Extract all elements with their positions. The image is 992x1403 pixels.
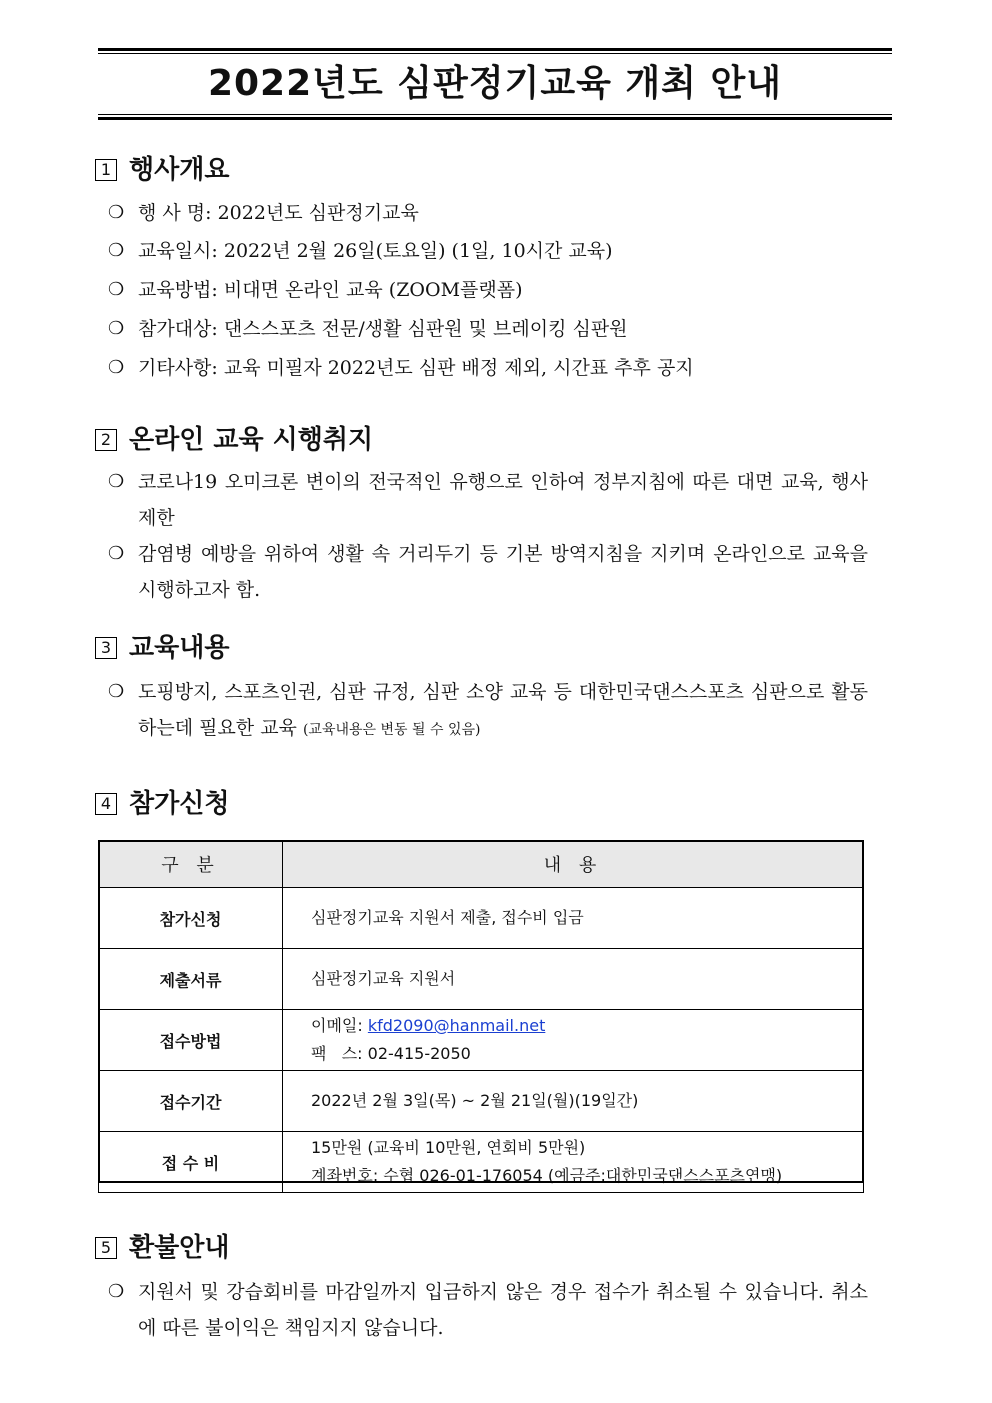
overview-item: ❍ 행 사 명: 2022년도 심판정기교육 <box>108 195 868 231</box>
section-title: 온라인 교육 시행취지 <box>129 425 374 455</box>
content-note: (교육내용은 변동 될 수 있음) <box>302 722 481 738</box>
bullet-circle-icon: ❍ <box>108 471 125 492</box>
row-value: 2022년 2월 3일(목) ~ 2월 21일(월)(19일간) <box>283 1071 864 1132</box>
bullet-circle-icon: ❍ <box>108 202 125 223</box>
content-item <box>108 674 868 748</box>
table-row <box>99 949 864 1010</box>
row-label: 접 수 비 <box>99 1132 283 1193</box>
section-title: 행사개요 <box>129 155 230 185</box>
table-header-row <box>99 841 864 888</box>
row-value <box>283 1132 864 1193</box>
section-title: 참가신청 <box>129 789 230 819</box>
table-header: 내 용 <box>283 841 864 888</box>
fee-line: 15만원 (교육비 10만원, 연회비 5만원) <box>311 1138 586 1157</box>
title-rule-bottom <box>98 117 892 120</box>
row-label: 참가신청 <box>99 888 283 949</box>
title-rule-bottom-thin <box>98 114 892 115</box>
bullet-circle-icon: ❍ <box>108 681 125 702</box>
bullet-circle-icon: ❍ <box>108 357 125 378</box>
account-line: 계좌번호: 수협 026-01-176054 (예금주:대한민국댄스스포츠연맹) <box>311 1166 783 1185</box>
section-number: 2 <box>95 429 117 451</box>
section-4-heading <box>95 788 229 820</box>
section-1-heading <box>95 154 229 186</box>
page-title: 2022년도 심판정기교육 개최 안내 <box>207 63 783 104</box>
refund-item: ❍ 지원서 및 강습회비를 마감일까지 입금하지 않은 경우 접수가 취소될 수 있습니다. 취소에 따른 불이익은 책임지지 않습니다. <box>108 1274 868 1346</box>
row-label: 접수방법 <box>99 1010 283 1071</box>
row-label: 제출서류 <box>99 949 283 1010</box>
overview-item: ❍ 참가대상: 댄스스포츠 전문/생활 심판원 및 브레이킹 심판원 <box>108 311 868 347</box>
title-rule-top <box>98 48 892 51</box>
row-value: 심판정기교육 지원서 제출, 접수비 입금 <box>283 888 864 949</box>
overview-item: ❍ 교육방법: 비대면 온라인 교육 (ZOOM플랫폼) <box>108 272 868 308</box>
section-number: 5 <box>95 1237 117 1259</box>
table-row <box>99 1132 864 1193</box>
title-rule-top-thin <box>98 53 892 54</box>
section-5-heading <box>95 1232 229 1264</box>
row-value <box>283 1010 864 1071</box>
table-row <box>99 888 864 949</box>
section-3-heading <box>95 632 229 664</box>
fax-line: 팩 스: 02-415-2050 <box>311 1044 471 1063</box>
overview-item: ❍ 교육일시: 2022년 2월 26일(토요일) (1일, 10시간 교육) <box>108 233 868 269</box>
email-link[interactable]: kfd2090@hanmail.net <box>367 1016 546 1035</box>
row-value: 심판정기교육 지원서 <box>283 949 864 1010</box>
row-label: 접수기간 <box>99 1071 283 1132</box>
table-row <box>99 1071 864 1132</box>
purpose-item: ❍ 감염병 예방을 위하여 생활 속 거리두기 등 기본 방역지침을 지키며 온라인으로 교육을 시행하고자 함. <box>108 536 868 608</box>
section-2-heading <box>95 424 373 456</box>
section-number: 4 <box>95 793 117 815</box>
purpose-item: ❍ 코로나19 오미크론 변이의 전국적인 유행으로 인하여 정부지침에 따른 대면 교육, 행사 제한 <box>108 464 868 536</box>
section-number: 1 <box>95 159 117 181</box>
section-title: 환불안내 <box>129 1233 230 1263</box>
title-box <box>98 48 892 120</box>
bullet-circle-icon: ❍ <box>108 543 125 564</box>
bullet-circle-icon: ❍ <box>108 318 125 339</box>
table-row <box>99 1010 864 1071</box>
overview-item: ❍ 기타사항: 교육 미필자 2022년도 심판 배정 제외, 시간표 추후 공지 <box>108 350 868 386</box>
bullet-circle-icon: ❍ <box>108 240 125 261</box>
section-title: 교육내용 <box>129 633 230 663</box>
section-number: 3 <box>95 637 117 659</box>
application-table <box>98 840 864 1193</box>
bullet-circle-icon: ❍ <box>108 279 125 300</box>
table-header: 구 분 <box>99 841 283 888</box>
content-main: 도핑방지, 스포츠인권, 심판 규정, 심판 소양 교육 등 대한민국댄스스포츠 심판으로 활동하는데 필요한 교육 <box>138 681 868 739</box>
email-label: 이메일: <box>311 1016 368 1035</box>
bullet-circle-icon: ❍ <box>108 1281 125 1302</box>
